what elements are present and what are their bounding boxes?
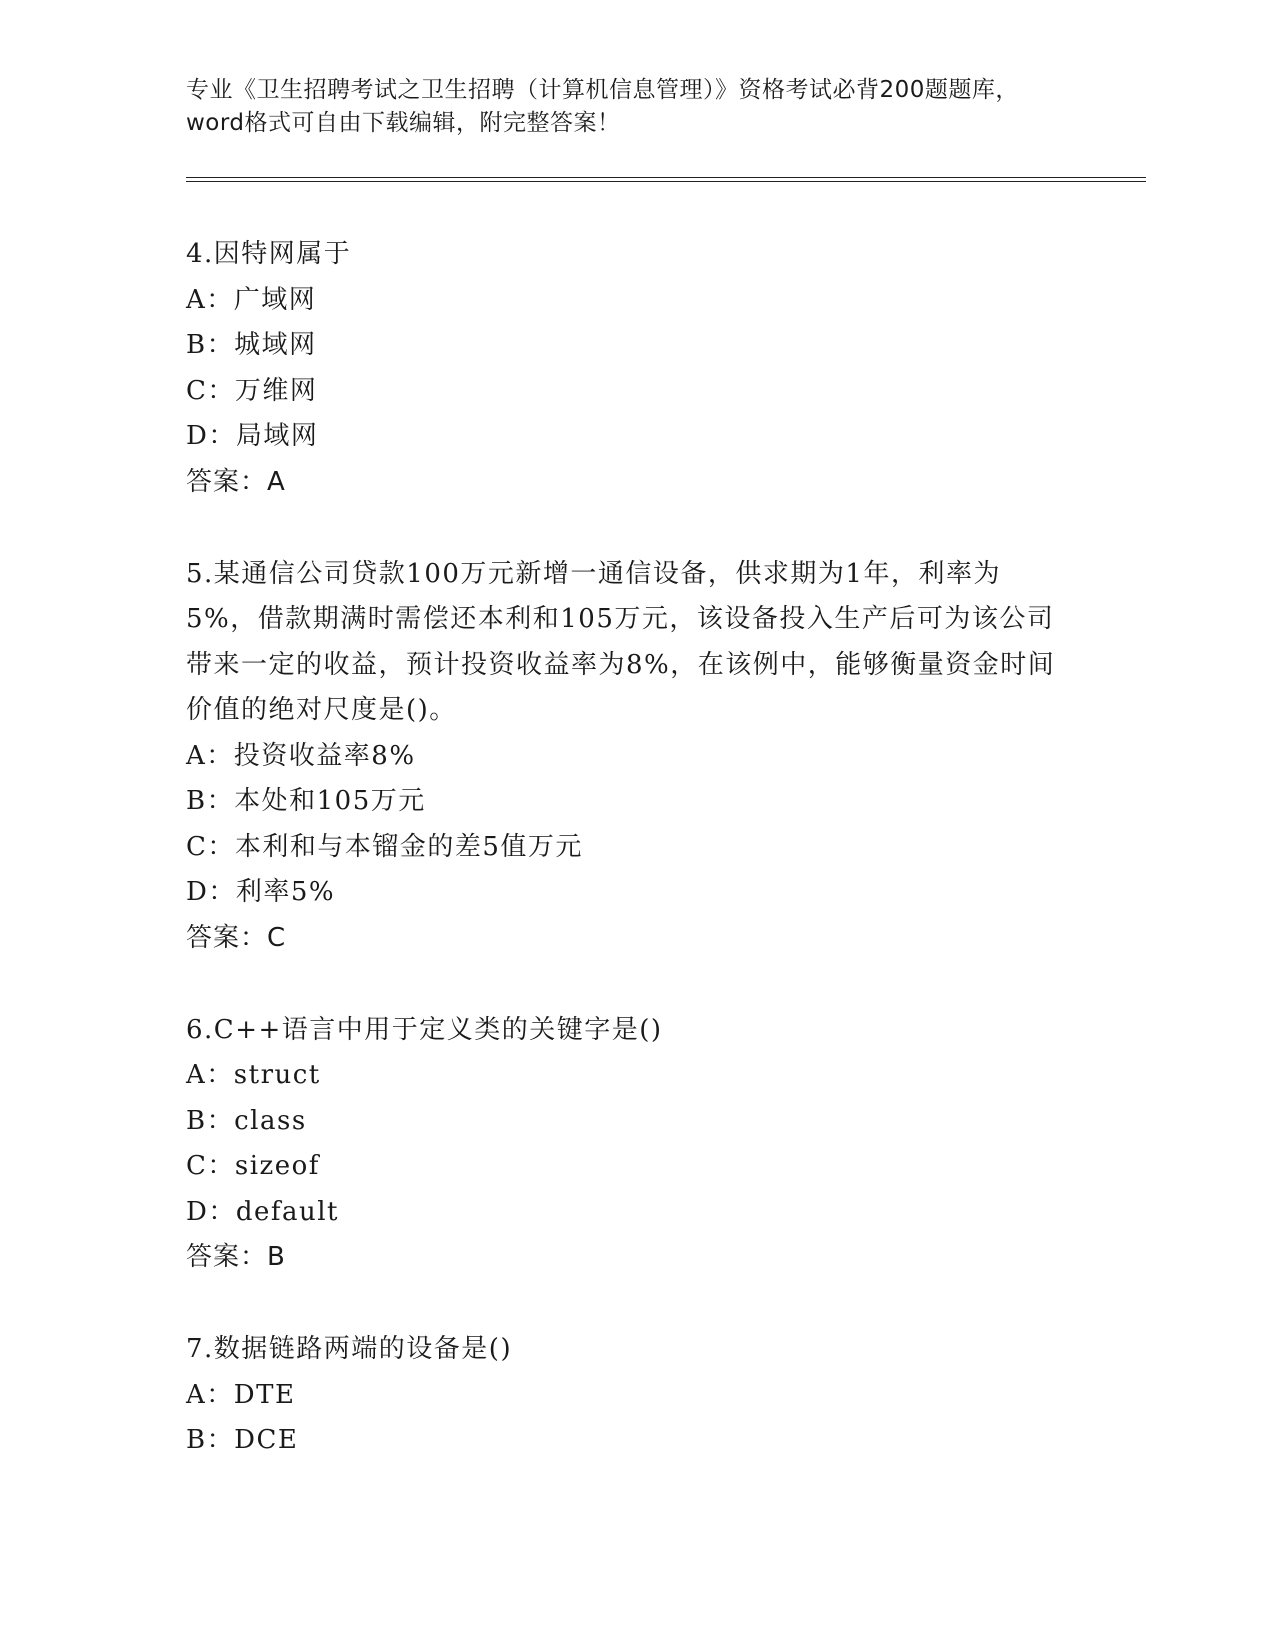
option-b: B：class bbox=[186, 1105, 307, 1136]
option-b: B：城域网 bbox=[186, 330, 317, 360]
answer: 答案：A bbox=[186, 466, 286, 497]
option-b: B：本处和105万元 bbox=[186, 786, 426, 816]
question-stem: 7.数据链路两端的设备是() bbox=[186, 1334, 513, 1364]
option-d: D：利率5% bbox=[186, 877, 336, 907]
header-line-2: word格式可自由下载编辑，附完整答案！ bbox=[186, 110, 621, 136]
document-header bbox=[186, 74, 1086, 140]
question-stem: 4.因特网属于 bbox=[186, 239, 352, 269]
option-b: B：DCE bbox=[186, 1425, 299, 1455]
option-d: D：局域网 bbox=[186, 421, 319, 451]
question-stem: 6.C++语言中用于定义类的关键字是() bbox=[186, 1014, 663, 1045]
question-stem: 5.某通信公司贷款100万元新增一通信设备，供求期为1年，利率为5%，借款期满时需偿还本利和105万元，该设备投入生产后可为该公司带来一定的收益，预计投资收益率为8%，在该例中，能够衡量资金时间价值的绝对尺度是()。 bbox=[186, 558, 1056, 725]
header-divider-top bbox=[186, 177, 1146, 178]
answer: 答案：C bbox=[186, 922, 287, 953]
question-7 bbox=[186, 1327, 1066, 1464]
header-line-1: 专业《卫生招聘考试之卫生招聘（计算机信息管理）》资格考试必背200题题库， bbox=[186, 77, 1019, 103]
option-d: D：default bbox=[186, 1196, 340, 1227]
option-c: C：sizeof bbox=[186, 1151, 320, 1181]
option-c: C：万维网 bbox=[186, 375, 318, 406]
question-list bbox=[186, 232, 1066, 1511]
question-4 bbox=[186, 232, 1066, 505]
header-divider-bottom bbox=[186, 181, 1146, 182]
answer: 答案：B bbox=[186, 1242, 286, 1272]
question-5 bbox=[186, 552, 1066, 961]
option-c: C：本利和与本镏金的差5值万元 bbox=[186, 831, 583, 862]
option-a: A：投资收益率8% bbox=[186, 740, 416, 771]
option-a: A：广域网 bbox=[186, 284, 317, 315]
option-a: A：DTE bbox=[186, 1379, 296, 1410]
question-6 bbox=[186, 1008, 1066, 1281]
option-a: A：struct bbox=[186, 1060, 321, 1090]
